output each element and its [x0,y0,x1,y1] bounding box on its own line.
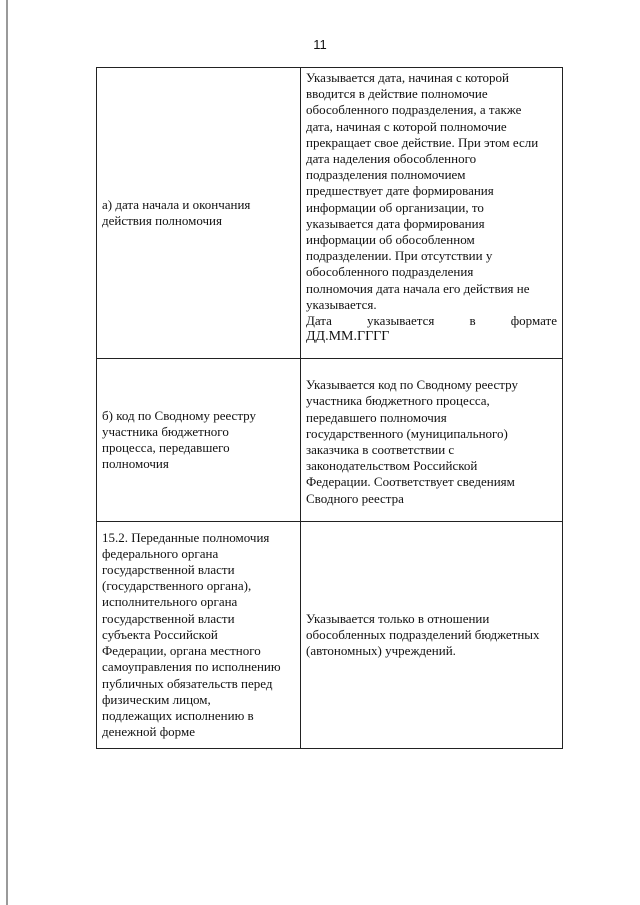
description-text: Указывается код по Сводному реестру участника бюджетного процесса, передавшего полномочия государственного (муниципального) заказчика в соответствии с законодательством Российской Федерации. Соответствует сведениям Сводного реестра [306,377,518,506]
description-text: Указывается только в отношении обособленных подразделений бюджетных (автономных) учреждений. [306,610,540,659]
table-cell-field-name [97,522,301,749]
field-name-text: а) дата начала и окончания действия полномочия [102,196,251,228]
date-format-text: ДД.ММ.ГГГГ [306,329,390,345]
description-text: Указывается дата, начиная с которой вводится в действие полномочие обособленного подразделения, а также дата, начиная с которой полномочие прекращает свое действие. При этом если дата наделения обособленного подразделения полномочием предшествует дате формирования информации об организации, то указывается дата формирования информации об обособленном подразделении. При отсутствии у обособленного подразделения полномочия дата начала его действия не указывается. [306,70,539,312]
table-cell-description [301,522,563,749]
field-name-text: 15.2. Переданные полномочия федерального органа государственной власти (государственного органа), исполнительного органа государственной власти субъекта Российской Федерации, органа местного самоуправления по исполнению публичных обязательств перед физическим лицом, подлежащих исполнению в денежной форме [102,529,281,740]
table-cell-description [301,359,563,522]
document-table [96,67,563,749]
table-row [97,68,563,359]
table-cell-description [301,68,563,359]
table-cell-field-name [97,359,301,522]
page-number: 11 [313,37,327,52]
table-row [97,359,563,522]
table-row [97,522,563,749]
table-cell-field-name [97,68,301,359]
field-name-text: б) код по Сводному реестру участника бюджетного процесса, передавшего полномочия [102,407,256,472]
description-format-line: Дата указывается в формате [306,313,557,329]
page-edge-line [6,0,8,905]
